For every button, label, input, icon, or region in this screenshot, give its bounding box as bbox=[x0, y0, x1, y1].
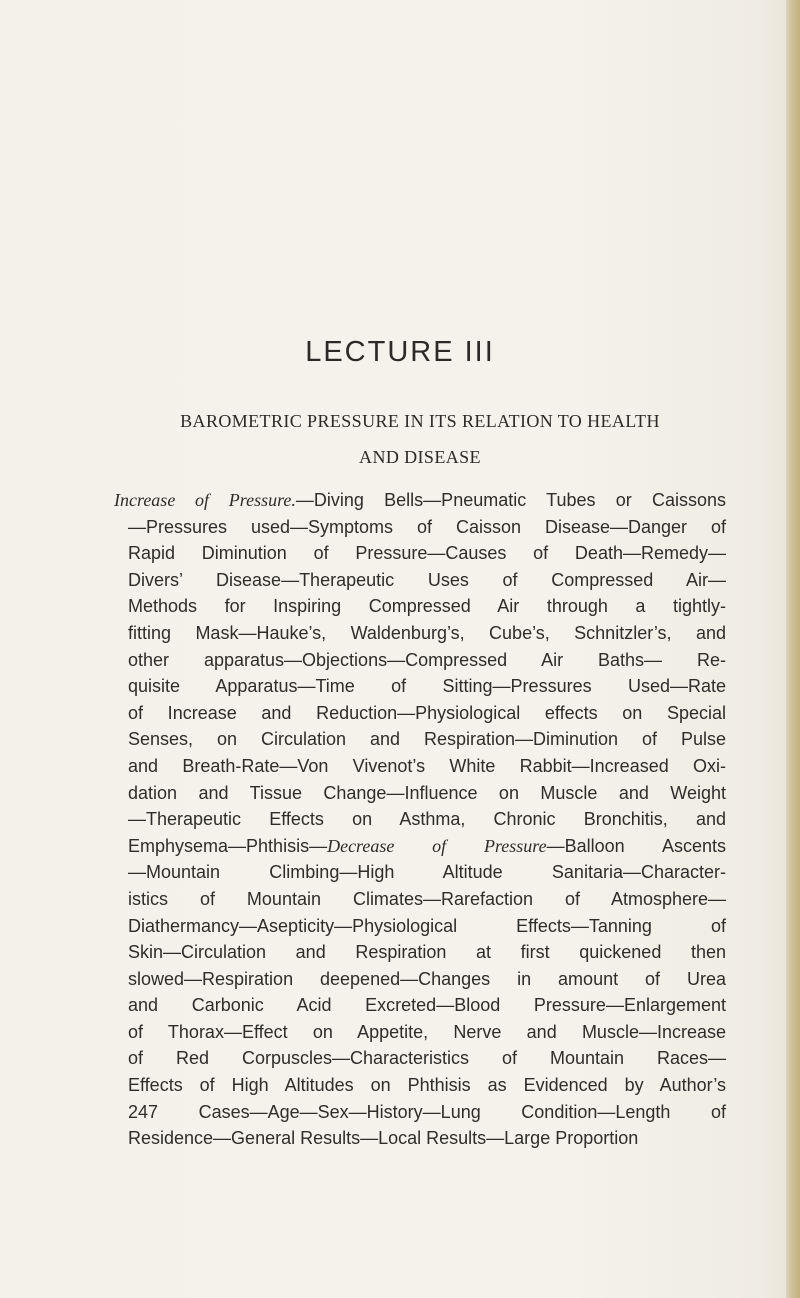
synopsis-line: of Red Corpuscles—Characteristics of Mountain Races— bbox=[128, 1048, 726, 1069]
synopsis-line: and Carbonic Acid Excreted—Blood Pressure—Enlargement bbox=[128, 995, 726, 1016]
chapter-heading bbox=[110, 403, 730, 475]
synopsis-line: of Thorax—Effect on Appetite, Nerve and Muscle—Increase bbox=[128, 1021, 726, 1042]
synopsis-line: istics of Mountain Climates—Rarefaction of Atmosphere— bbox=[128, 888, 726, 909]
synopsis-line: Emphysema—Phthisis—Decrease of Pressure—Balloon Ascents bbox=[128, 835, 726, 856]
lecture-title: LECTURE III bbox=[305, 336, 495, 368]
increase-of-pressure-heading: Increase of Pressure. bbox=[114, 490, 296, 510]
chapter-heading-line-2: AND DISEASE bbox=[359, 447, 481, 467]
chapter-synopsis bbox=[114, 487, 726, 1152]
synopsis-line: Divers’ Disease—Therapeutic Uses of Compressed Air— bbox=[128, 569, 726, 590]
page-edge bbox=[786, 0, 800, 1298]
synopsis-line: dation and Tissue Change—Influence on Muscle and Weight bbox=[128, 782, 726, 803]
synopsis-line: 247 Cases—Age—Sex—History—Lung Condition—Length of bbox=[128, 1101, 726, 1122]
synopsis-line: fitting Mask—Hauke’s, Waldenburg’s, Cube’s, Schnitzler’s, and bbox=[128, 622, 726, 643]
synopsis-line: Diathermancy—Asepticity—Physiological Effects—Tanning of bbox=[128, 915, 726, 936]
synopsis-line: and Breath-Rate—Von Vivenot’s White Rabbit—Increased Oxi- bbox=[128, 755, 726, 776]
synopsis-line: —Therapeutic Effects on Asthma, Chronic Bronchitis, and bbox=[128, 809, 726, 830]
synopsis-line: —Pressures used—Symptoms of Caisson Disease—Danger of bbox=[128, 516, 726, 537]
synopsis-line: other apparatus—Objections—Compressed Air Baths— Re- bbox=[128, 649, 726, 670]
decrease-of-pressure-heading: Decrease of Pressure bbox=[327, 835, 547, 856]
synopsis-line: Rapid Diminution of Pressure—Causes of Death—Remedy— bbox=[128, 543, 726, 564]
synopsis-line: —Mountain Climbing—High Altitude Sanitaria—Character- bbox=[128, 862, 726, 883]
synopsis-line: Increase of Pressure.—Diving Bells—Pneumatic Tubes or Caissons bbox=[114, 490, 726, 510]
chapter-heading-line-1: BAROMETRIC PRESSURE IN ITS RELATION TO HEALTH bbox=[180, 411, 660, 431]
synopsis-line: Senses, on Circulation and Respiration—Diminution of Pulse bbox=[128, 729, 726, 750]
synopsis-line: of Increase and Reduction—Physiological effects on Special bbox=[128, 702, 726, 723]
synopsis-line: slowed—Respiration deepened—Changes in amount of Urea bbox=[128, 968, 726, 989]
synopsis-line: quisite Apparatus—Time of Sitting—Pressures Used—Rate bbox=[128, 676, 726, 697]
synopsis-line: Skin—Circulation and Respiration at first quickened then bbox=[128, 942, 726, 963]
synopsis-line: Effects of High Altitudes on Phthisis as Evidenced by Author’s bbox=[128, 1075, 726, 1096]
synopsis-line: Methods for Inspiring Compressed Air through a tightly- bbox=[128, 596, 726, 617]
synopsis-line: Residence—General Results—Local Results—Large Proportion bbox=[128, 1128, 639, 1149]
